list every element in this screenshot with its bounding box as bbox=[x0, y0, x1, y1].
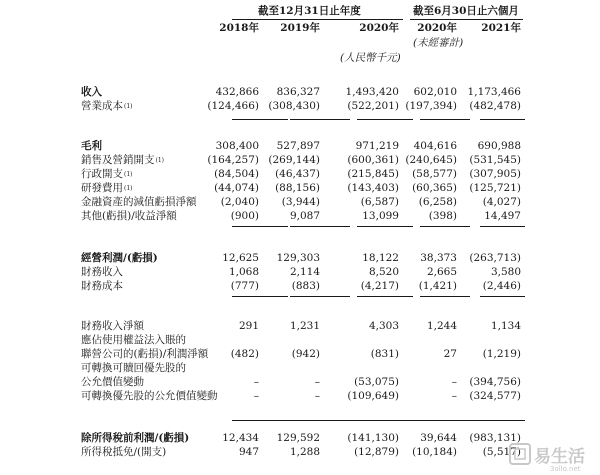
footnote-marker: (1) bbox=[124, 185, 133, 192]
cell-2020: (4,217) bbox=[360, 280, 399, 292]
cell-2019: (883) bbox=[291, 280, 320, 292]
cell-2020-h1: – bbox=[451, 390, 457, 402]
row-label bbox=[81, 252, 158, 265]
row-label bbox=[81, 348, 208, 361]
cell-2019: 129,303 bbox=[276, 252, 320, 264]
cell-2018: 432,866 bbox=[215, 86, 259, 98]
cell-2020-h1: (10,184) bbox=[412, 446, 457, 458]
row-label bbox=[81, 320, 144, 333]
cell-2019: 527,897 bbox=[276, 140, 320, 152]
header-currency: (人民幣千元) bbox=[340, 52, 401, 64]
header-unaudited: (未經審計) bbox=[413, 37, 464, 49]
row-label-text: 銷售及營銷開支 bbox=[81, 154, 155, 166]
cell-2019: 2,114 bbox=[289, 266, 320, 278]
row-label bbox=[81, 168, 133, 181]
header-year-2020: 2020年 bbox=[359, 22, 399, 34]
cell-2021-h1: (5,517) bbox=[482, 446, 521, 458]
cell-2020: (109,649) bbox=[347, 390, 399, 402]
row-label bbox=[81, 182, 133, 195]
cell-2021-h1: (531,545) bbox=[469, 154, 521, 166]
row-label-text: 行政開支 bbox=[81, 168, 123, 180]
header-period-six-months: 截至6月30日止六個月 bbox=[413, 5, 519, 17]
cell-2021-h1: 1,134 bbox=[490, 320, 521, 332]
cell-2019: 836,327 bbox=[276, 86, 320, 98]
cell-2020: (143,403) bbox=[347, 182, 399, 194]
footnote-marker: (1) bbox=[155, 157, 164, 164]
column-rule bbox=[232, 119, 288, 120]
header-rule-six-months bbox=[410, 19, 523, 20]
row-label-text: 可轉換可贖回優先股的 bbox=[81, 362, 186, 374]
cell-2020-h1: (398) bbox=[428, 210, 457, 222]
column-rule bbox=[290, 226, 350, 227]
cell-2021-h1: (482,478) bbox=[469, 100, 521, 112]
cell-2020: 8,520 bbox=[368, 266, 399, 278]
cell-2020-h1: 27 bbox=[443, 348, 457, 360]
cell-2018: 1,068 bbox=[228, 266, 259, 278]
header-year-2021-h1: 2021年 bbox=[481, 22, 521, 34]
cell-2020-h1: 2,665 bbox=[426, 266, 457, 278]
cell-2018: (84,504) bbox=[214, 168, 259, 180]
cell-2021-h1: 14,497 bbox=[484, 210, 521, 222]
cell-2019: 1,231 bbox=[289, 320, 320, 332]
cell-2020: (831) bbox=[370, 348, 399, 360]
row-label bbox=[81, 390, 218, 403]
header-period-year-end: 截至12月31日止年度 bbox=[258, 5, 361, 17]
watermark-logo bbox=[508, 438, 600, 472]
row-label bbox=[81, 362, 186, 375]
cell-2018: (777) bbox=[230, 280, 259, 292]
row-label-text: 金融資產的減值虧損淨額 bbox=[81, 196, 197, 208]
cell-2021-h1: (1,219) bbox=[482, 348, 521, 360]
column-rule bbox=[357, 296, 413, 297]
cell-2019: 9,087 bbox=[289, 210, 320, 222]
cell-2019: (88,156) bbox=[275, 182, 320, 194]
cell-2019: (308,430) bbox=[268, 100, 320, 112]
cell-2019: 129,592 bbox=[276, 432, 320, 444]
column-rule bbox=[480, 296, 525, 297]
cell-2018: 308,400 bbox=[215, 140, 259, 152]
cell-2020: (215,845) bbox=[347, 168, 399, 180]
cell-2018: 12,625 bbox=[222, 252, 259, 264]
cell-2021-h1: (983,131) bbox=[469, 432, 521, 444]
cell-2020: 18,122 bbox=[362, 252, 399, 264]
row-label bbox=[81, 154, 164, 167]
column-rule bbox=[420, 119, 470, 120]
cell-2020: 971,219 bbox=[355, 140, 399, 152]
header-year-2019: 2019年 bbox=[280, 22, 320, 34]
cell-2021-h1: (2,446) bbox=[482, 280, 521, 292]
cell-2020-h1: (6,258) bbox=[418, 196, 457, 208]
header-year-2020-h1: 2020年 bbox=[417, 22, 457, 34]
cell-2020-h1: 39,644 bbox=[420, 432, 457, 444]
cell-2020-h1: 1,244 bbox=[426, 320, 457, 332]
row-label bbox=[81, 86, 102, 99]
cell-2020: (53,075) bbox=[354, 376, 399, 388]
svg-text:3ollo.net: 3ollo.net bbox=[550, 465, 581, 472]
row-label-text: 財務收入 bbox=[81, 266, 123, 278]
cell-2021-h1: (125,721) bbox=[469, 182, 521, 194]
cell-2019: (942) bbox=[291, 348, 320, 360]
header-year-2018: 2018年 bbox=[219, 22, 259, 34]
cell-2020-h1: (58,577) bbox=[412, 168, 457, 180]
cell-2020-h1: 38,373 bbox=[420, 252, 457, 264]
cell-2018: – bbox=[253, 390, 259, 402]
row-label bbox=[81, 432, 189, 445]
column-rule bbox=[420, 226, 470, 227]
cell-2020: (522,201) bbox=[347, 100, 399, 112]
cell-2018: – bbox=[253, 376, 259, 388]
cell-2018: (164,257) bbox=[207, 154, 259, 166]
row-label bbox=[81, 280, 123, 293]
cell-2020-h1: 602,010 bbox=[413, 86, 457, 98]
cell-2018: 947 bbox=[238, 446, 259, 458]
row-label-text: 毛利 bbox=[81, 140, 102, 152]
row-label-text: 財務收入淨額 bbox=[81, 320, 144, 332]
column-rule bbox=[420, 296, 470, 297]
row-label bbox=[81, 196, 197, 209]
row-label-text: 財務成本 bbox=[81, 280, 123, 292]
cell-2020-h1: – bbox=[451, 376, 457, 388]
row-label-text: 所得稅抵免/(開支) bbox=[81, 446, 167, 458]
cell-2020-h1: (240,645) bbox=[405, 154, 457, 166]
cell-2018: (124,466) bbox=[207, 100, 259, 112]
column-rule bbox=[357, 119, 413, 120]
cell-2018: 12,434 bbox=[222, 432, 259, 444]
header-rule-year-end bbox=[232, 19, 403, 20]
footnote-marker: (1) bbox=[124, 171, 133, 178]
cell-2019: (46,437) bbox=[275, 168, 320, 180]
cell-2020-h1: 404,616 bbox=[413, 140, 457, 152]
row-label bbox=[81, 334, 186, 347]
footnote-marker: (1) bbox=[124, 103, 133, 110]
cell-2020: 4,303 bbox=[368, 320, 399, 332]
cell-2021-h1: (394,756) bbox=[469, 376, 521, 388]
cell-2020: (6,587) bbox=[360, 196, 399, 208]
row-label-text: 研發費用 bbox=[81, 182, 123, 194]
cell-2021-h1: 3,580 bbox=[490, 266, 521, 278]
column-rule bbox=[357, 226, 413, 227]
cell-2021-h1: (307,905) bbox=[469, 168, 521, 180]
cell-2020: 13,099 bbox=[362, 210, 399, 222]
cell-2021-h1: (324,577) bbox=[469, 390, 521, 402]
cell-2019: (3,944) bbox=[281, 196, 320, 208]
cell-2019: – bbox=[314, 390, 320, 402]
cell-2019: 1,288 bbox=[289, 446, 320, 458]
row-label-text: 聯營公司的(虧損)/利潤淨額 bbox=[81, 348, 209, 360]
column-rule bbox=[232, 296, 288, 297]
column-rule bbox=[480, 226, 525, 227]
cell-2020-h1: (60,365) bbox=[412, 182, 457, 194]
cell-2018: (482) bbox=[230, 348, 259, 360]
row-label-text: 公允價值變動 bbox=[81, 376, 144, 388]
cell-2021-h1: 1,173,466 bbox=[467, 86, 521, 98]
subtotal-rule bbox=[232, 420, 525, 421]
cell-2019: – bbox=[314, 376, 320, 388]
cell-2020: (12,879) bbox=[354, 446, 399, 458]
row-label bbox=[81, 376, 144, 389]
column-rule bbox=[290, 296, 350, 297]
cell-2018: 291 bbox=[238, 320, 259, 332]
row-label-text: 其他(虧損)/收益淨額 bbox=[81, 210, 177, 222]
cell-2020: 1,493,420 bbox=[345, 86, 399, 98]
column-rule bbox=[232, 226, 288, 227]
row-label-text: 應佔使用權益法入賬的 bbox=[81, 334, 186, 346]
cell-2021-h1: 690,988 bbox=[477, 140, 521, 152]
row-label-text: 收入 bbox=[81, 86, 102, 98]
cell-2018: (2,040) bbox=[220, 196, 259, 208]
cell-2018: (44,074) bbox=[214, 182, 259, 194]
cell-2019: (269,144) bbox=[268, 154, 320, 166]
column-rule bbox=[290, 119, 350, 120]
cell-2020-h1: (1,421) bbox=[418, 280, 457, 292]
cell-2020-h1: (197,394) bbox=[405, 100, 457, 112]
cell-2018: (900) bbox=[230, 210, 259, 222]
row-label bbox=[81, 210, 177, 223]
cell-2021-h1: (263,713) bbox=[469, 252, 521, 264]
row-label bbox=[81, 446, 166, 459]
row-label bbox=[81, 100, 133, 113]
cell-2020: (141,130) bbox=[347, 432, 399, 444]
cell-2021-h1: (4,027) bbox=[482, 196, 521, 208]
cell-2020: (600,361) bbox=[347, 154, 399, 166]
column-rule bbox=[480, 119, 525, 120]
row-label-text: 除所得稅前利潤/(虧損) bbox=[81, 432, 190, 444]
row-label bbox=[81, 140, 102, 153]
row-label-text: 可轉換優先股的公允價值變動 bbox=[81, 390, 218, 402]
row-label-text: 經營利潤/(虧損) bbox=[81, 252, 158, 264]
svg-text:易生活: 易生活 bbox=[534, 447, 585, 467]
row-label bbox=[81, 266, 123, 279]
row-label-text: 營業成本 bbox=[81, 100, 123, 112]
